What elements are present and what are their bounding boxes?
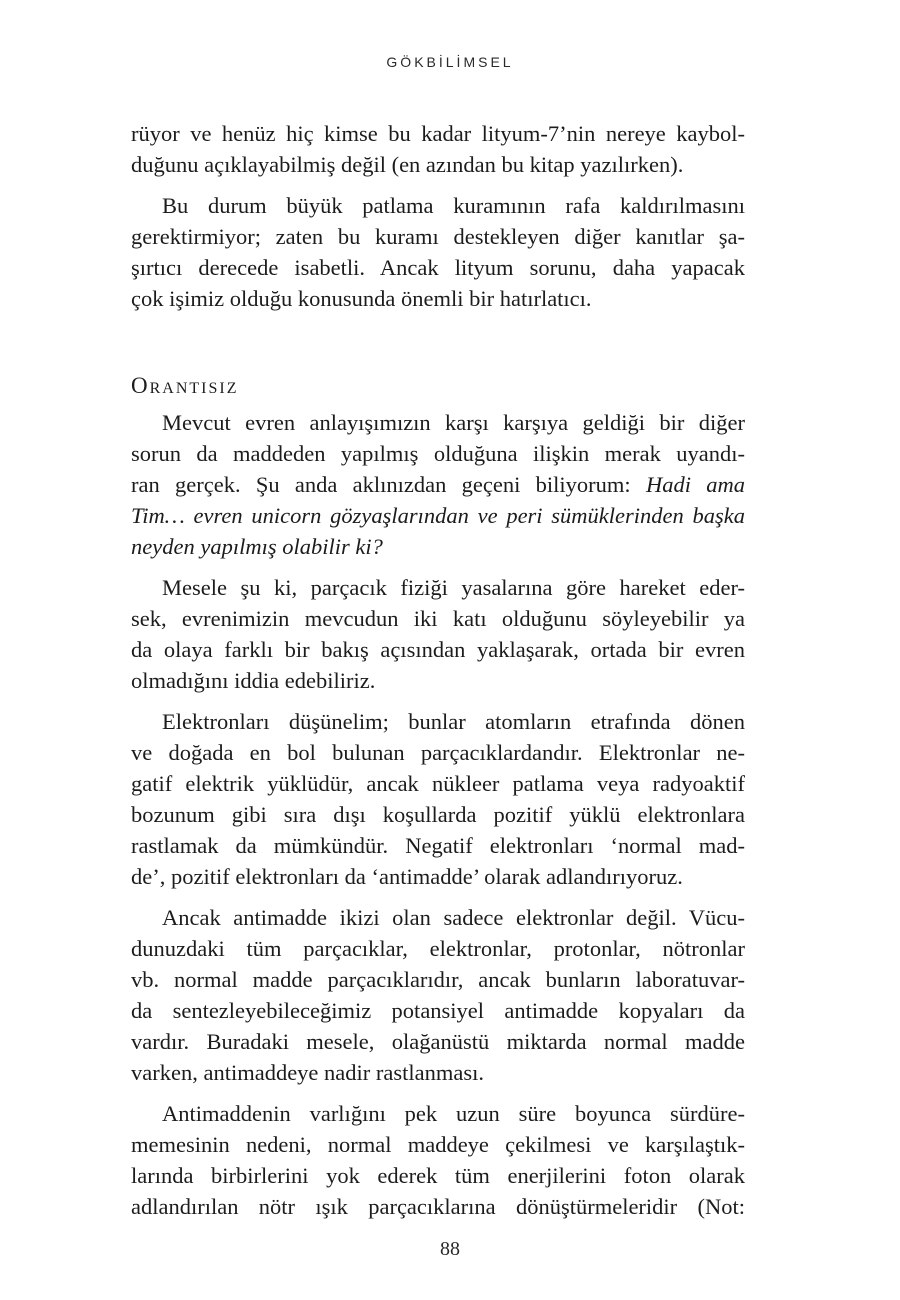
italic-text: Tim… evren unicorn gözyaşlarından ve peri sümüklerinden başka [131,503,745,528]
paragraph [131,572,745,696]
continued-text [131,118,745,314]
text-line: Mevcut evren anlayışımızın karşı karşıya geldiği bir diğer [162,410,745,435]
text-line: Elektronları düşünelim; bunlar atomların etrafında dönen [162,709,745,734]
section-orantisiz [131,370,745,1222]
text-line [131,469,745,500]
text-segment: ran gerçek. Şu anda aklınızdan geçeni biliyorum: [131,472,646,497]
text-line: adlandırılan nötr ışık parçacıklarına dönüştürmeleridir (Not: [131,1194,745,1219]
page-number: 88 [440,1238,460,1260]
text-line: gatif elektrik yüklüdür, ancak nükleer patlama veya radyoaktif [131,771,745,796]
text-line: olmadığını iddia edebiliriz. [131,668,376,693]
paragraph [131,190,745,314]
text-line: vb. normal madde parçacıklarıdır, ancak bunların laboratuvar- [131,967,745,992]
text-line: Antimaddenin varlığını pek uzun süre boyunca sürdüre- [162,1101,745,1126]
text-line: sorun da maddeden yapılmış olduğuna ilişkin merak uyandı- [131,441,745,466]
text-line: larında birbirlerini yok ederek tüm enerjilerini foton olarak [131,1163,745,1188]
text-line [131,500,745,531]
paragraph [131,706,745,892]
text-line: vardır. Buradaki mesele, olağanüstü miktarda normal madde [131,1029,745,1054]
text-line: duğunu açıklayabilmiş değil (en azından bu kitap yazılırken). [131,152,684,177]
paragraph [131,407,745,562]
text-line: rüyor ve henüz hiç kimse bu kadar lityum-7’nin nereye kaybol- [131,121,745,146]
text-line: rastlamak da mümkündür. Negatif elektronları ‘normal mad- [131,833,745,858]
text-line: dunuzdaki tüm parçacıklar, elektronlar, protonlar, nötronlar [131,936,745,961]
text-line: Ancak antimadde ikizi olan sadece elektronlar değil. Vücu- [162,905,745,930]
text-line: çok işimiz olduğu konusunda önemli bir hatırlatıcı. [131,286,592,311]
text-line: memesinin nedeni, normal maddeye çekilmesi ve karşılaştık- [131,1132,745,1157]
running-head: GÖKBİLİMSEL [386,54,514,70]
paragraph [131,1098,745,1222]
text-line: da olaya farklı bir bakış açısından yaklaşarak, ortada bir evren [131,637,745,662]
section-heading: Orantısız [131,373,239,398]
paragraph [131,118,745,180]
text-line [131,531,745,562]
text-line: bozunum gibi sıra dışı koşullarda pozitif yüklü elektronlara [131,802,745,827]
text-line: sek, evrenimizin mevcudun iki katı olduğunu söyleyebilir ya [131,606,745,631]
paragraph [131,902,745,1088]
text-line: şırtıcı derecede isabetli. Ancak lityum sorunu, daha yapacak [131,255,745,280]
text-line: varken, antimaddeye nadir rastlanması. [131,1060,484,1085]
text-line: gerektirmiyor; zaten bu kuramı destekleyen diğer kanıtlar şa- [131,224,745,249]
text-line: Mesele şu ki, parçacık fiziği yasalarına göre hareket eder- [162,575,745,600]
italic-text: neyden yapılmış olabilir ki? [131,534,383,559]
italic-text: Hadi ama [645,472,746,497]
text-line: ve doğada en bol bulunan parçacıklardandır. Elektronlar ne- [131,740,745,765]
text-line: Bu durum büyük patlama kuramının rafa kaldırılmasını [162,193,745,218]
text-line: de’, pozitif elektronları da ‘antimadde’ olarak adlandırıyoruz. [131,864,683,889]
text-line: da sentezleyebileceğimiz potansiyel antimadde kopyaları da [131,998,745,1023]
